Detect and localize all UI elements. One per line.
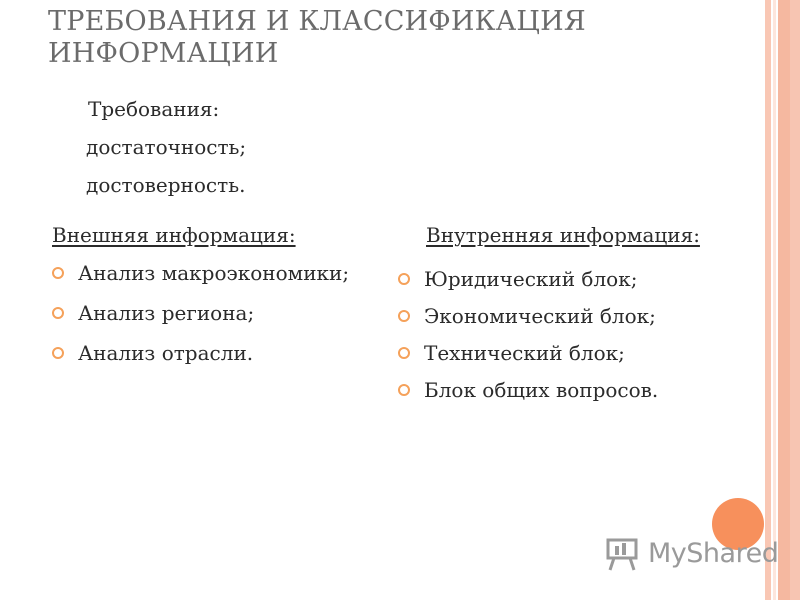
circle-bullet-icon — [52, 347, 64, 359]
internal-info-heading: Внутренняя информация: — [426, 223, 700, 247]
circle-bullet-icon — [398, 347, 410, 359]
list-item — [52, 300, 372, 326]
circle-bullet-icon — [398, 310, 410, 322]
circle-bullet-icon — [398, 273, 410, 285]
myshared-logo — [604, 536, 779, 572]
list-item-text: Анализ отрасли. — [78, 341, 254, 365]
list-item-text: Блок общих вопросов. — [424, 378, 659, 402]
list-item — [398, 340, 738, 366]
external-info-heading: Внешняя информация: — [52, 223, 296, 247]
list-item-text: Анализ региона; — [78, 301, 255, 325]
requirement-item: достоверность. — [86, 173, 246, 197]
circle-bullet-icon — [52, 307, 64, 319]
list-item-text: Анализ макроэкономики; — [78, 261, 350, 285]
slide-title-line: ТРЕБОВАНИЯ И КЛАССИФИКАЦИЯ — [48, 6, 586, 37]
requirements-label: Требования: — [88, 97, 220, 121]
presentation-board-icon — [604, 536, 644, 572]
list-item-text: Технический блок; — [424, 341, 625, 365]
external-info-column — [52, 222, 372, 380]
list-item — [398, 266, 738, 292]
list-item — [398, 303, 738, 329]
internal-info-list — [398, 266, 738, 403]
list-item — [52, 340, 372, 366]
circle-bullet-icon — [398, 384, 410, 396]
list-item-text: Юридический блок; — [424, 267, 638, 291]
list-item-text: Экономический блок; — [424, 304, 656, 328]
requirement-item: достаточность; — [86, 135, 247, 159]
requirements-block — [86, 94, 246, 208]
decor-stripe — [790, 0, 800, 600]
internal-info-column — [398, 222, 738, 414]
logo-text: MyShared — [648, 538, 779, 569]
decor-stripe — [773, 0, 776, 600]
circle-bullet-icon — [52, 267, 64, 279]
slide-title — [48, 6, 586, 70]
list-item — [398, 377, 738, 403]
slide-title-line: ИНФОРМАЦИИ — [48, 38, 279, 69]
decor-stripe — [765, 0, 771, 600]
external-info-list — [52, 260, 372, 366]
list-item — [52, 260, 372, 286]
